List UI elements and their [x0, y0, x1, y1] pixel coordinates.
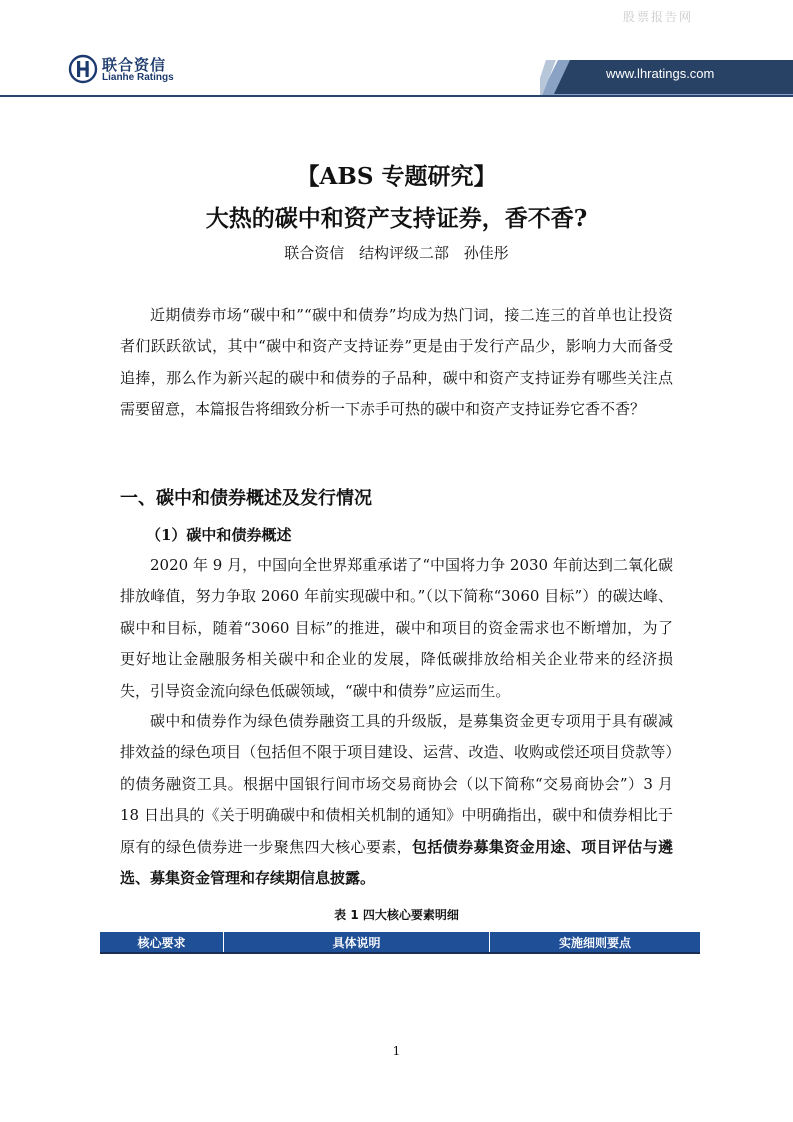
table-caption: 表 1 四大核心要素明细 [334, 908, 459, 922]
body-paragraph-1: 2020 年 9 月，中国向全世界郑重承诺了“中国将力争 2030 年前达到二氧化碳排放峰值，努力争取 2060 年前实现碳中和。”（以下简称“3060 目标”）的碳达峰、碳中和目标，随着“3060 目标”的推进，碳中和项目的资金需求也不断增加，为了更好地让金融服务相关碳中和企业的发展，降低碳排放给相关企业带来的经济损失，引导资金流向绿色低碳领域，“碳中和债券”应运而生。 [120, 556, 673, 700]
logo-english-name: Lianhe Ratings [102, 72, 174, 83]
watermark: 股票报告网 [622, 10, 693, 24]
author-byline: 联合资信 结构评级二部 孙佳彤 [284, 244, 509, 262]
page-number: 1 [392, 1044, 401, 1058]
body-paragraph-2-emphasis: 包括债券募集资金用途、项目评估与遴选、募集资金管理和存续期信息披露。 [120, 837, 673, 888]
header-divider [0, 95, 793, 97]
body-paragraph-2 [120, 706, 673, 894]
website-link[interactable]: www.lhratings.com [606, 66, 715, 81]
logo-chinese-name: 联合资信 [102, 56, 167, 74]
body-paragraph-2-text: 碳中和债券作为绿色债券融资工具的升级版，是募集资金更专项用于具有碳减排效益的绿色项目（包括但不限于项目建设、运营、改造、收购或偿还项目贷款等）的债务融资工具。根据中国银行间市场交易商协会（以下简称“交易商协会”）3 月 18 日出具的《关于明确碳中和债相关机制的通知》中明确指出，碳中和债券相比于原有的绿色债券进一步聚焦四大核心要素， [120, 712, 673, 856]
report-series-title: 【ABS 专题研究】 [296, 163, 497, 190]
lianhe-logo-icon [68, 54, 98, 84]
subsection-heading: （1）碳中和债券概述 [146, 526, 292, 544]
table-header-row [100, 932, 700, 953]
intro-paragraph: 近期债券市场“碳中和”“碳中和债券”均成为热门词，接二连三的首单也让投资者们跃跃欲试，其中“碳中和资产支持证券”更是由于发行产品少，影响力大而备受追捧，那么作为新兴起的碳中和债券的子品种，碳中和资产支持证券有哪些关注点需要留意，本篇报告将细致分析一下赤手可热的碳中和资产支持证券它香不香？ [120, 306, 673, 419]
company-logo[interactable] [68, 54, 178, 86]
table-header-cell: 实施细则要点 [490, 932, 701, 953]
core-elements-table [100, 932, 700, 954]
report-title: 大热的碳中和资产支持证券，香不香? [205, 205, 588, 232]
table-header-cell: 核心要求 [100, 932, 224, 953]
page-header [0, 0, 793, 100]
table-header-cell: 具体说明 [224, 932, 490, 953]
section-heading: 一、碳中和债券概述及发行情况 [120, 488, 372, 509]
